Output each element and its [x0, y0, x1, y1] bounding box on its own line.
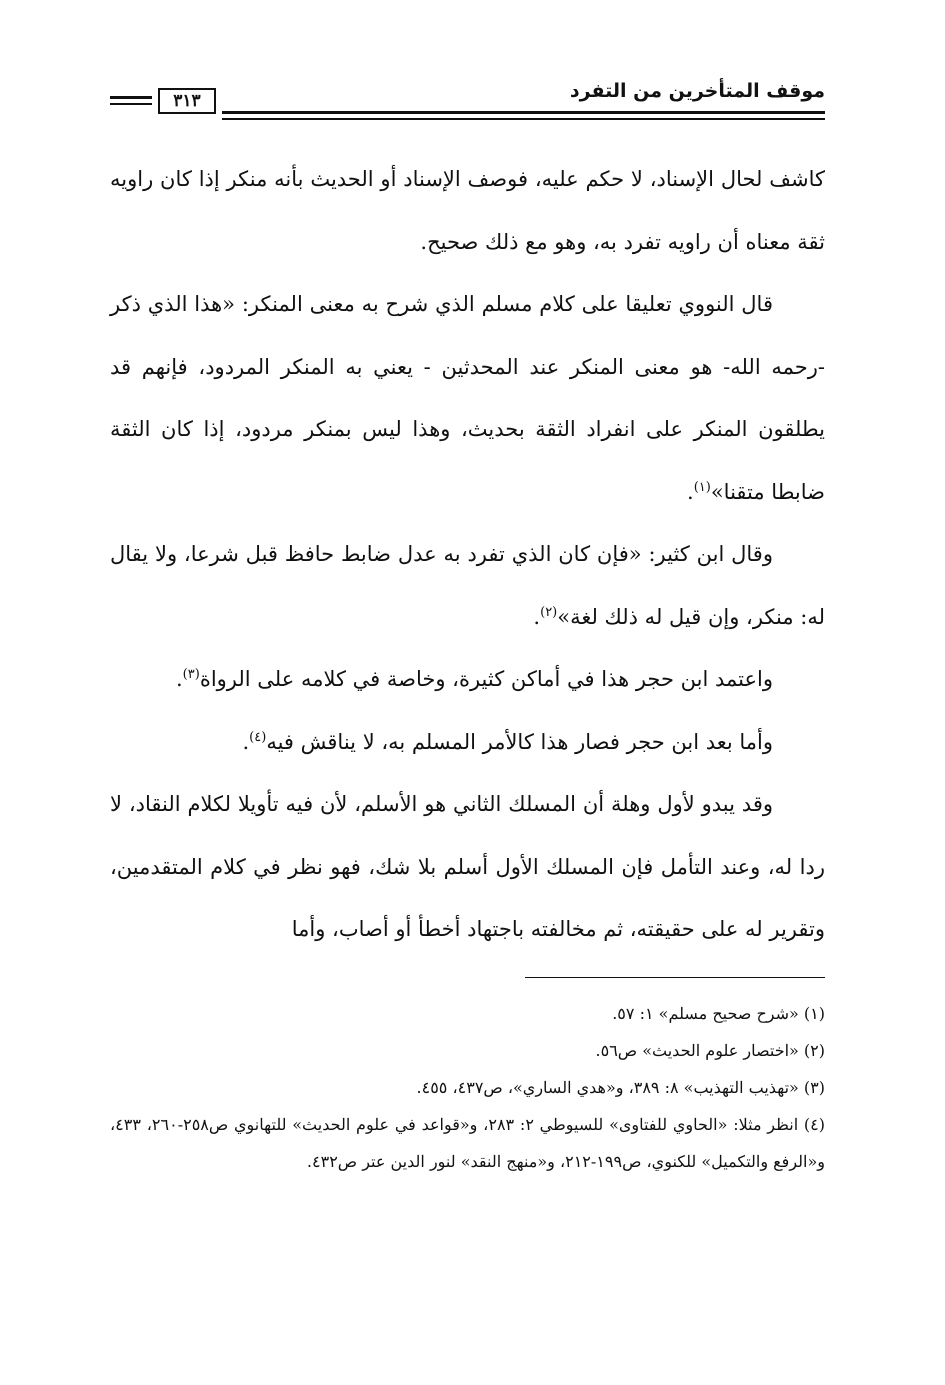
paragraph-6-text: وقد يبدو لأول وهلة أن المسلك الثاني هو الأسلم، لأن فيه تأويلا لكلام النقاد، لا ردا له، وعند التأمل فإن المسلك الأول أسلم بلا شك، فهو نظر في كلام المتقدمين، وتقرير له على حقيقته، ثم مخالفته باجتهاد أخطأ أو أصاب، وأما: [110, 792, 825, 941]
header-rule-right: [222, 111, 825, 120]
paragraph-1-text: كاشف لحال الإسناد، لا حكم عليه، فوصف الإسناد أو الحديث بأنه منكر إذا كان راويه ثقة معناه أن راويه تفرد به، وهو مع ذلك صحيح.: [110, 167, 825, 254]
page-number: ٣١٣: [158, 88, 216, 114]
footnote-1: (١) «شرح صحيح مسلم» ١: ٥٧.: [612, 1004, 825, 1023]
paragraph-5-period: .: [242, 729, 250, 754]
running-title: موقف المتأخرين من التفرد: [569, 80, 825, 102]
paragraph-3: [110, 523, 825, 648]
paragraph-2-period: .: [687, 479, 694, 504]
main-text: [110, 148, 825, 961]
footnote-ref-2: (٢): [540, 604, 558, 620]
paragraph-2: [110, 273, 825, 523]
paragraph-5-text: وأما بعد ابن حجر فصار هذا كالأمر المسلم به، لا يناقش فيه: [266, 729, 773, 754]
footnote-4: (٤) انظر مثلا: «الحاوي للفتاوى» للسيوطي ٢: ٢٨٣، و«قواعد في علوم الحديث» للتهانوي ص٢٥٨-٢٦٠، ٤٣٣، و«الرفع والتكميل» للكنوي، ص١٩٩-٢١٢، و«منهج النقد» لنور الدين عتر ص٤٣٢.: [110, 1115, 826, 1171]
footnote-ref-1: (١): [693, 479, 711, 495]
paragraph-3-period: .: [533, 604, 541, 629]
footnote-separator: [525, 977, 825, 978]
footnote-ref-4: (٤): [249, 729, 267, 745]
paragraph-4-period: .: [175, 667, 183, 691]
footnote-ref-3: (٣): [182, 667, 200, 682]
footnote-2: (٢) «اختصار علوم الحديث» ص٥٦.: [595, 1041, 825, 1060]
paragraph-4: [110, 648, 825, 711]
paragraph-4-text: واعتمد ابن حجر هذا في أماكن كثيرة، وخاصة في كلامه على الرواة: [199, 667, 773, 691]
paragraph-2-text: قال النووي تعليقا على كلام مسلم الذي شرح به معنى المنكر: «هذا الذي ذكر -رحمه الله- هو معنى المنكر عند المحدثين - يعني به المنكر المردود، فإنهم قد يطلقون المنكر على انفراد الثقة بحديث، وهذا ليس بمنكر مردود، إذا كان الثقة ضابطا متقنا»: [110, 292, 825, 504]
footnotes: [110, 995, 825, 1180]
page-header: [110, 78, 825, 118]
paragraph-6: [110, 773, 825, 961]
paragraph-1: [110, 148, 825, 273]
paragraph-3-text: وقال ابن كثير: «فإن كان الذي تفرد به عدل ضابط حافظ قبل شرعا، ولا يقال له: منكر، وإن قيل له ذلك لغة»: [110, 542, 825, 629]
header-rule-left: [110, 96, 152, 105]
footnote-3: (٣) «تهذيب التهذيب» ٨: ٣٨٩، و«هدي الساري»، ص٤٣٧، ٤٥٥.: [416, 1078, 825, 1097]
paragraph-5: [110, 711, 825, 774]
